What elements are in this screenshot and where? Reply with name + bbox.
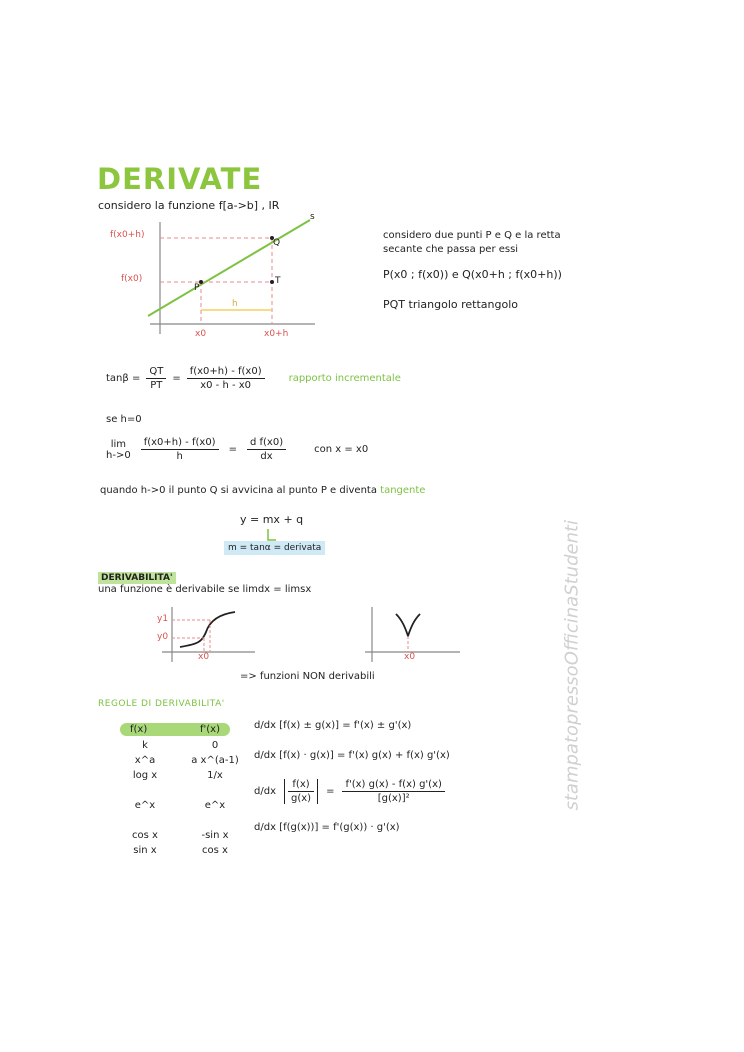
function-cell: e^x — [134, 800, 156, 811]
label-x0-cusp: x0 — [404, 652, 416, 662]
qt-pt-fraction — [146, 366, 166, 391]
function-cell: cos x — [132, 830, 158, 841]
page-title: DERIVATE — [97, 162, 263, 196]
quotient-fraction — [288, 779, 314, 804]
table-row — [115, 785, 245, 800]
table-row — [115, 815, 245, 830]
quotient-result — [342, 779, 444, 804]
label-q: Q — [273, 238, 281, 248]
tangent-pre: quando h->0 il punto Q si avvicina al punto P e diventa — [100, 485, 381, 496]
limit-cond: con x = x0 — [314, 444, 369, 455]
quotient-op: d/dx — [254, 786, 276, 797]
tangent-text — [100, 485, 425, 496]
table-header — [120, 723, 230, 736]
derivative-den: dx — [260, 451, 273, 462]
derivability-heading: DERIVABILITA' — [98, 572, 176, 584]
secant-line — [148, 220, 310, 316]
derivative-num: d f(x0) — [247, 437, 286, 450]
quotient-bracket — [284, 779, 318, 804]
rule-product: d/dx [f(x) · g(x)] = f'(x) g(x) + f(x) g'(x) — [254, 750, 450, 761]
incremental-ratio — [106, 366, 401, 391]
table-row — [115, 800, 245, 815]
derivative-cell — [185, 815, 245, 830]
label-x0: x0 — [195, 329, 207, 339]
side-line1: considero due punti P e Q e la retta — [383, 230, 561, 241]
label-x0-deriv: x0 — [198, 652, 210, 662]
function-cell: sin x — [133, 845, 157, 856]
pt: PT — [150, 380, 163, 391]
label-y1: y1 — [157, 614, 169, 624]
label-fxh: f(x0+h) — [110, 230, 145, 240]
label-s: s — [310, 212, 315, 222]
function-cell: log x — [132, 770, 158, 781]
side-triangle: PQT triangolo rettangolo — [383, 298, 518, 311]
tan-beta: tanβ = — [106, 373, 141, 384]
table-header-pill — [120, 723, 230, 736]
limit-num: f(x0+h) - f(x0) — [141, 437, 219, 450]
derivative-cell: a x^(a-1) — [191, 755, 239, 766]
side-line2: secante che passa per essi — [383, 244, 519, 255]
quotient-result-num: f'(x) g(x) - f(x) g'(x) — [342, 779, 444, 792]
limit-definition — [106, 437, 368, 462]
rule-quotient — [254, 779, 445, 804]
ratio-fraction — [187, 366, 265, 391]
ratio-label: rapporto incrementale — [288, 373, 401, 384]
derivative-cell: e^x — [204, 800, 226, 811]
table-row — [115, 845, 245, 860]
label-t: T — [275, 276, 281, 286]
table-row — [115, 740, 245, 755]
limit-den: h — [176, 451, 183, 462]
label-xh: x0+h — [264, 329, 289, 339]
point-p — [199, 280, 203, 284]
label-h: h — [232, 299, 238, 309]
derivative-cell — [185, 785, 245, 800]
derivative-cell: 1/x — [207, 770, 223, 781]
function-cell — [115, 785, 175, 800]
intro-text: considero la funzione f[a->b] , IR — [98, 199, 280, 212]
function-cell — [115, 815, 175, 830]
watermark: stampatopressoOfficinaStudenti — [561, 519, 583, 811]
lim-block — [106, 439, 131, 461]
lim-sub: h->0 — [106, 449, 131, 461]
header-f: f(x) — [130, 724, 148, 735]
point-t — [270, 280, 274, 284]
side-points: P(x0 ; f(x0)) e Q(x0+h ; f(x0+h)) — [383, 268, 562, 281]
derivative-cell: 0 — [211, 740, 219, 751]
function-cell: k — [142, 740, 148, 751]
table-row — [115, 770, 245, 785]
quotient-num: f(x) — [288, 779, 314, 792]
tangent-word: tangente — [380, 485, 426, 496]
rule-sum: d/dx [f(x) ± g(x)] = f'(x) ± g'(x) — [254, 720, 412, 731]
derivative-fraction — [247, 437, 286, 462]
quotient-result-den: [g(x)]² — [377, 793, 410, 804]
m-definition: m = tanα = derivata — [224, 541, 325, 555]
ratio-den: x0 - h - x0 — [200, 380, 252, 391]
qt: QT — [146, 366, 166, 379]
label-y0: y0 — [157, 632, 169, 642]
derivative-table — [115, 740, 245, 860]
ratio-num: f(x0+h) - f(x0) — [187, 366, 265, 379]
header-fp: f'(x) — [200, 724, 220, 735]
derivative-cell: -sin x — [201, 830, 229, 841]
condition-h: se h=0 — [106, 414, 142, 425]
quotient-eq: = — [326, 786, 335, 797]
table-row — [115, 830, 245, 845]
rules-heading: REGOLE DI DERIVABILITA' — [98, 699, 225, 709]
rule-chain: d/dx [f(g(x))] = f'(g(x)) · g'(x) — [254, 822, 400, 833]
label-p: P — [194, 283, 200, 293]
quotient-den: g(x) — [290, 793, 312, 804]
function-cell: x^a — [134, 755, 156, 766]
limit-fraction — [141, 437, 219, 462]
line-equation: y = mx + q — [240, 513, 304, 526]
derivative-cell: cos x — [202, 845, 228, 856]
label-fx: f(x0) — [121, 274, 143, 284]
table-row — [115, 755, 245, 770]
lim: lim — [110, 438, 126, 450]
equals: = — [228, 444, 237, 455]
non-derivable-note: => funzioni NON derivabili — [240, 671, 375, 682]
equals: = — [172, 373, 181, 384]
derivability-text: una funzione è derivabile se limdx = limsx — [98, 584, 312, 595]
